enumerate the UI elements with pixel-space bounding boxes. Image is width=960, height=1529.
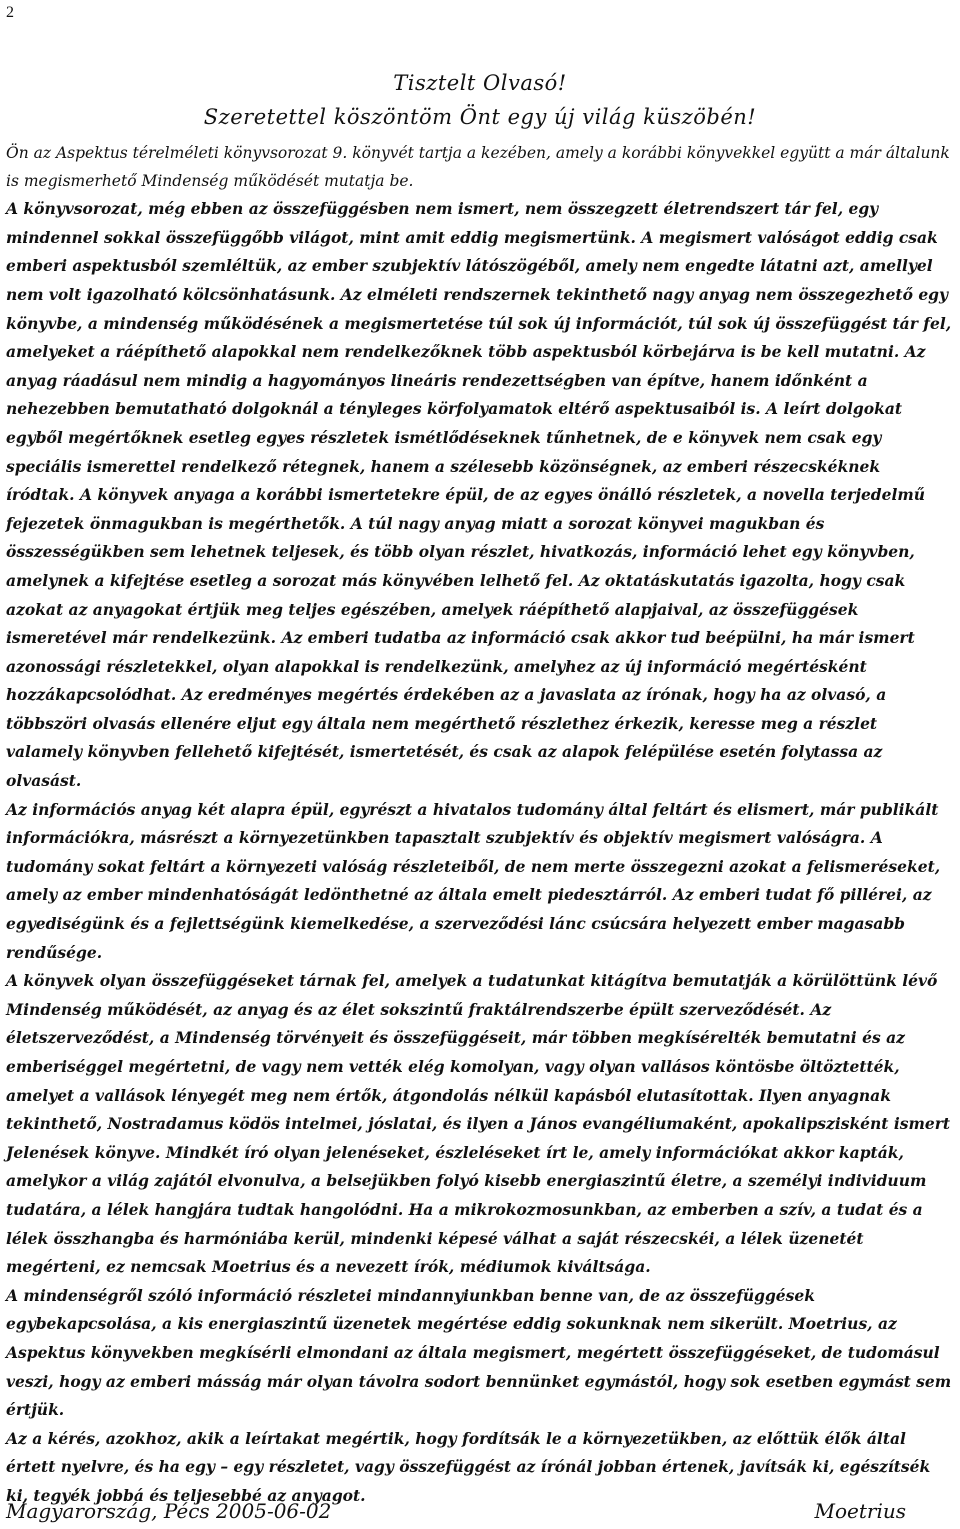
paragraph-text: A könyvek olyan összefüggéseket tárnak fel, amelyek a tudatunkat kitágítva bemutatják a körülöttünk lévő Mindenség működését, az anyag és az élet sokszintű fraktálrendszerbe épült szerveződését. Az életszerveződést, a Mindenség törvényeit és összefüggéseit, már többen megkísérelték bemutatni és az emberiséggel megértetni, de vagy nem vették elég komolyan, vagy olyan vallásos köntösbe öltöztették, amelyet a vallások lényegét meg nem értők, átgondolás nélkül kapásból elutasítottak. Ilyen anyagnak tekinthető, Nostradamus ködös intelmei, jóslatai, és ilyen a János evangéliumaként, apokalipszisként ismert Jelenések könyve. Mindkét író olyan jelenéseket, észleléseket írt le, amely információkat akkor kapták, amelykor a világ zajától elvonulva, a belsejükben folyó kisebb energiaszintű életre, a személyi individuum tudatára, a lélek hangjára tudtak hangolódni. Ha a mikrokozmosunkban, az emberben a szív, a tudat és a lélek összhangba és harmóniába kerül, mindenki képesé válhat a saját részecskéi, a lélek üzenetét megérteni, ez nemcsak Moetrius és a nevezett írók, médiumok kiváltsága. (6, 971, 951, 1277)
paragraph (6, 140, 954, 195)
paragraph-text: A mindenségről szóló információ részletei mindannyiunkban benne van, de az összefüggések egybekapcsolása, a kis energiaszintű üzenetek megértése eddig sokunknak nem sikerült. Moetrius, az Aspektus könyvekben megkísérli elmondani az általa megismert, megértett összefüggéseket, de tudomásul veszi, hogy az emberi másság már olyan távolra sodort bennünket egymástól, hogy sok esetben egymást sem értjük. (6, 1285, 952, 1420)
paragraph-text: Az a kérés, azokhoz, akik a leírtakat megértik, hogy fordítsák le a környezetükben, az előttük élők által értett nyelvre, és ha egy – egy részletet, vagy összefüggést az írónál jobban értenek, javítsák ki, egészítsék ki, tegyék jobbá és teljesebbé az anyagot. (6, 1428, 931, 1505)
paragraph-text: Ön az Aspektus térelméleti könyvsorozat 9. könyvét tartja a kezében, amely a korábbi könyvekkel együtt a már általunk is megismerhető Mindenség működését mutatja be. (6, 144, 950, 190)
paragraph (6, 1282, 954, 1425)
body-text (6, 140, 954, 1511)
footer (6, 1498, 906, 1524)
paragraph (6, 195, 954, 795)
paragraph-text: Az információs anyag két alapra épül, egyrészt a hivatalos tudomány által feltárt és elismert, már publikált információkra, másrészt a környezetünkben tapasztalt szubjektív és objektív megismert valóságra. A tudomány sokat feltárt a környezeti valóság részleteiből, de nem merte összegezni azokat a felismeréseket, amely az ember mindenhatóságát ledönthetné az általa emelt piedesztárról. Az emberi tudat fő pillérei, az egyediségünk és a fejlettségünk kiemelkedése, a szerveződési lánc csúcsára helyezett ember magasabb rendűsége. (6, 799, 941, 962)
greeting (0, 66, 960, 134)
page-number: 2 (6, 4, 14, 21)
paragraph (6, 796, 954, 968)
footer-place-date: Magyarország, Pécs 2005-06-02 (6, 1499, 332, 1523)
paragraph (6, 967, 954, 1282)
paragraph-text: A könyvsorozat, még ebben az összefüggésben nem ismert, nem összegzett életrendszert tár fel, egy mindennel sokkal összefüggőbb világot, mint amit eddig megismertünk. A megismert valóságot eddig csak emberi aspektusból szemléltük, az ember szubjektív látószögéből, amely nem engedte látatni azt, amellyel nem volt igazolható kölcsönhatásunk. Az elméleti rendszernek tekinthető nagy anyag nem összegezhető egy könyvbe, a mindenség működésének a megismertetése túl sok új információt, túl sok új összefüggést tár fel, amelyeket a ráépíthető alapokkal nem rendelkezőknek több aspektusból körbejárva is be kell mutatni. Az anyag ráadásul nem mindig a hagyományos lineáris rendezettségben van építve, hanem időnként a nehezebben bemutatható dolgoknál a tényleges körfolyamatok eltérő aspektusaiból is. A leírt dolgokat egyből megértőknek esetleg egyes részletek ismétlődéseknek tűnhetnek, de e könyvek nem csak egy speciális ismerettel rendelkező rétegnek, hanem a szélesebb közönségnek, az emberi részecskéknek íródtak. A könyvek anyaga a korábbi ismertetekre épül, de az egyes önálló részletek, a novella terjedelmű fejezetek önmagukban is megérthetők. A túl nagy anyag miatt a sorozat könyvei magukban és összességükben sem lehetnek teljesek, és több olyan részlet, hivatkozás, információ lehet egy könyvben, amelynek a kifejtése esetleg a sorozat más könyvében lelhető fel. Az oktatáskutatás igazolta, hogy csak azokat az anyagokat értjük meg teljes egészében, amelyek ráépíthető alapjaival, az összefüggések ismeretével már rendelkezünk. Az emberi tudatba az információ csak akkor tud beépülni, ha már ismert azonossági részletekkel, olyan alapokkal is rendelkezünk, amelyhez az új információ megértésként hozzákapcsolódhat. Az eredményes megértés érdekében az a javaslata az írónak, hogy ha az olvasó, a többszöri olvasás ellenére eljut egy általa nem megérthető részlethez érkezik, keresse meg a részlet valamely könyvben fellehető kifejtését, ismertetését, és csak az alapok felépülése esetén folytassa az olvasást. (6, 199, 952, 791)
greeting-line-1: Tisztelt Olvasó! (393, 71, 567, 95)
footer-signature: Moetrius (814, 1499, 906, 1523)
greeting-line-2: Szeretettel köszöntöm Önt egy új világ küszöbén! (203, 105, 757, 129)
